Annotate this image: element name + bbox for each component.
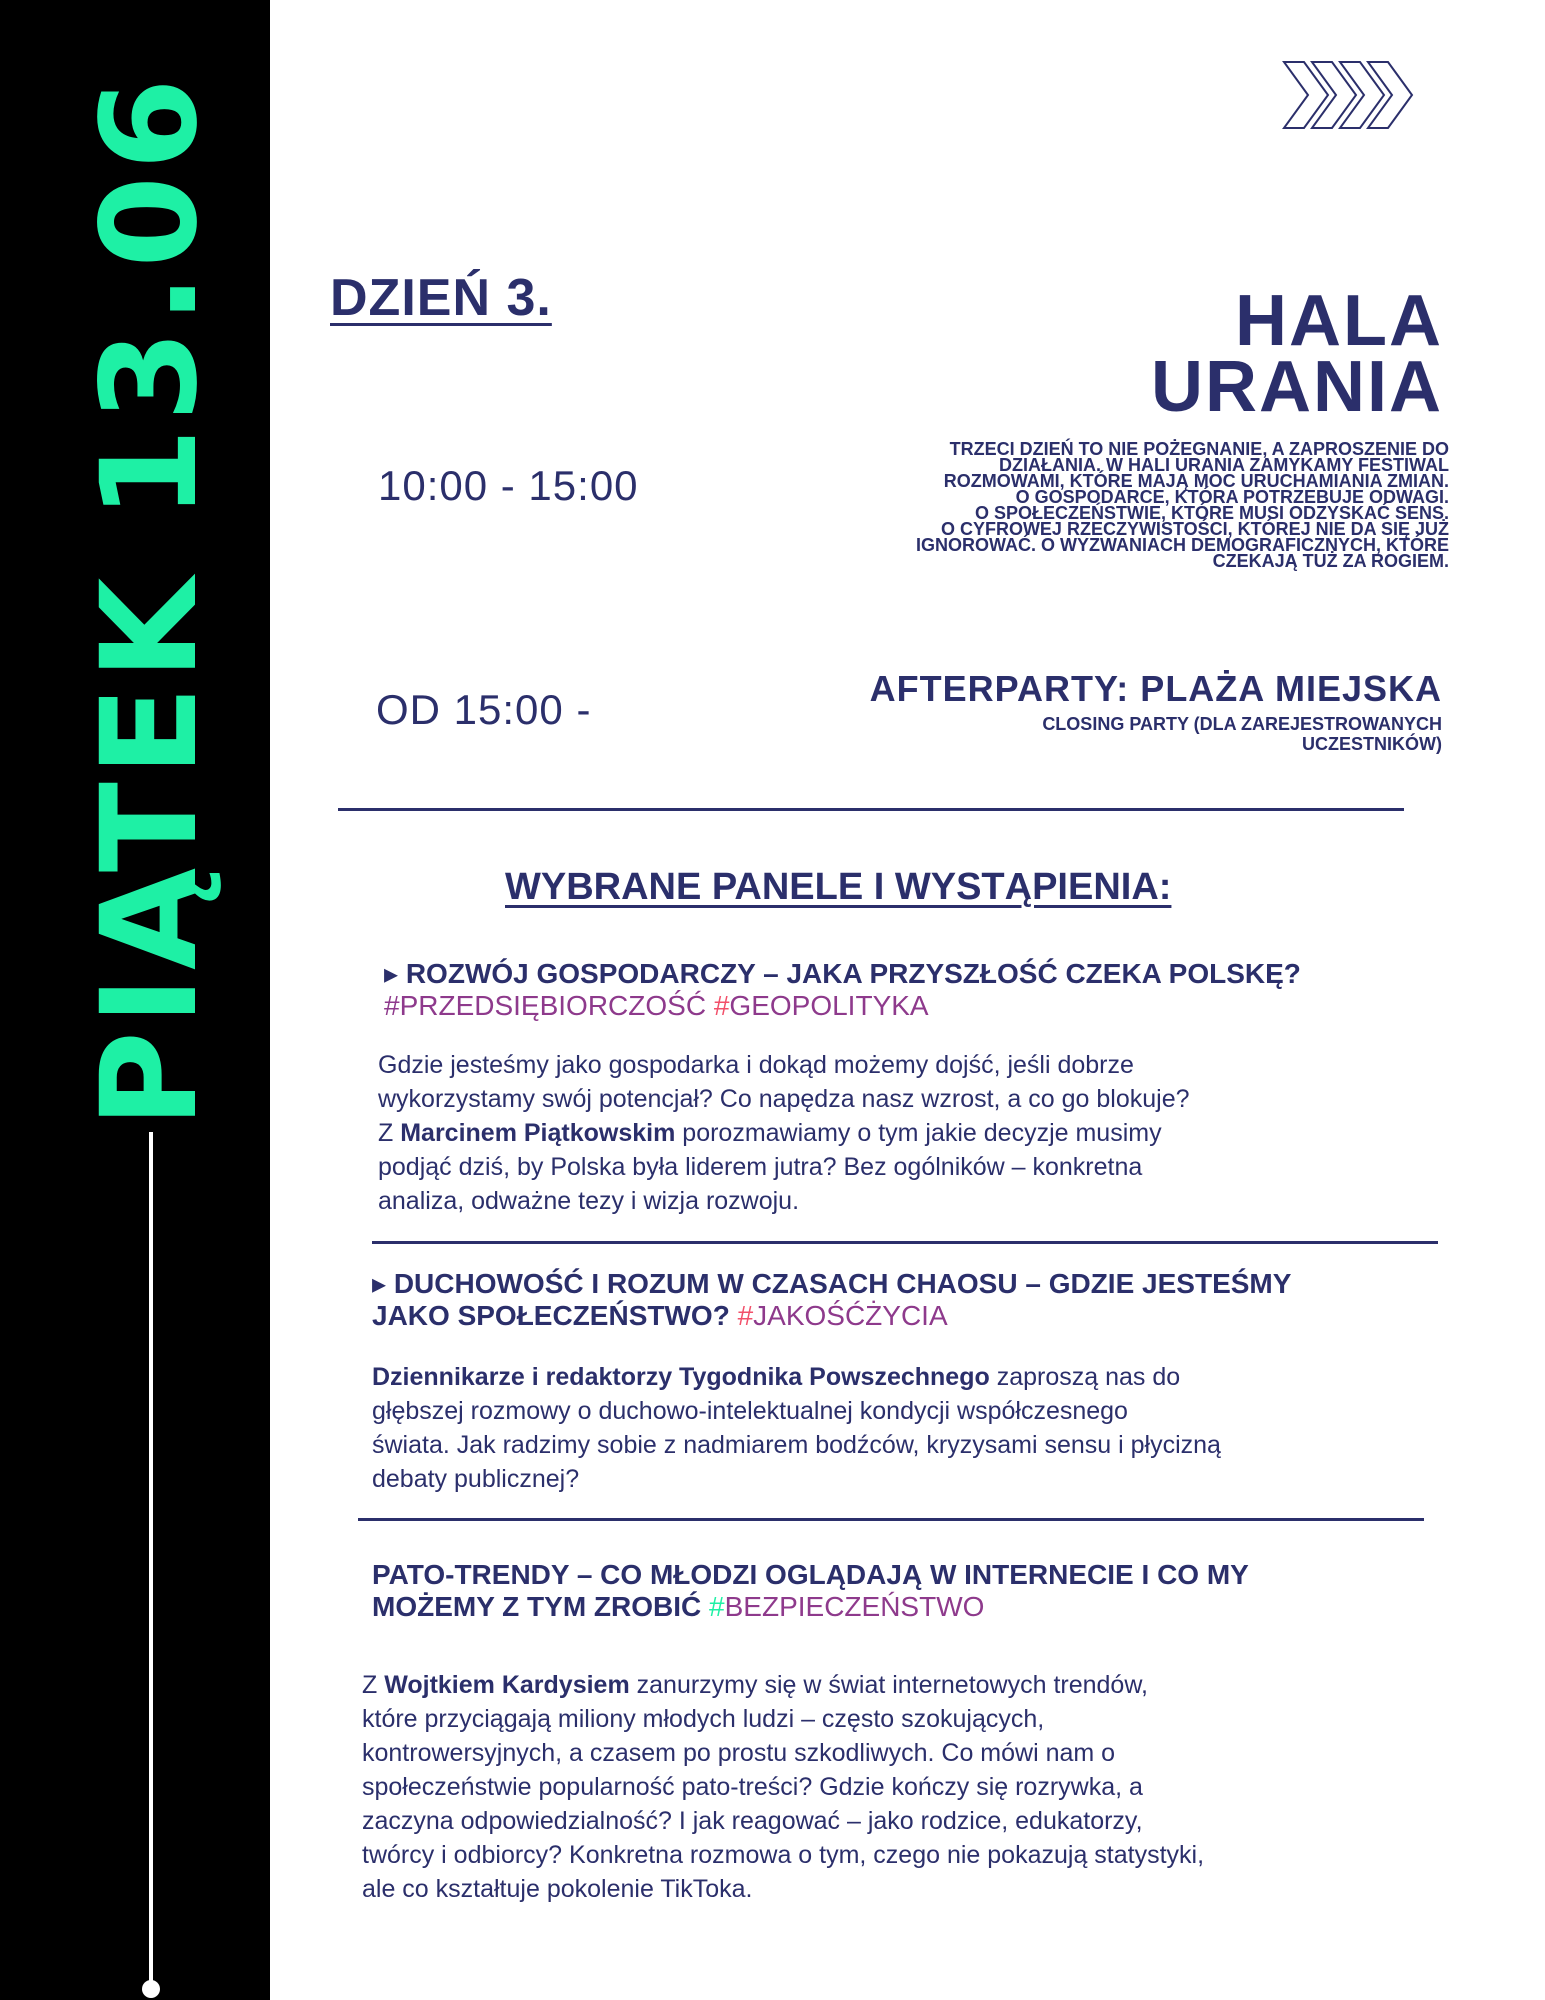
venue-title <box>1043 281 1443 427</box>
panel <box>372 1268 1452 1332</box>
intro-line: O GOSPODARCE, KTÓRA POTRZEBUJE ODWAGI. <box>1015 487 1449 507</box>
timeline-dot <box>142 1980 160 1998</box>
text-fragment: Z <box>362 1671 385 1699</box>
description-line: wykorzystamy swój potencjał? Co napędza nasz wzrost, a co go blokuje? <box>378 1085 1190 1113</box>
hashtag-symbol: # <box>384 990 400 1021</box>
afterparty-time: OD 15:00 - <box>376 686 592 733</box>
title-text: JAKO SPOŁECZEŃSTWO? <box>372 1300 738 1331</box>
chevrons-right-icon <box>1282 60 1422 130</box>
panel-title <box>372 1300 1452 1332</box>
afterparty-title: AFTERPARTY: PLAŻA MIEJSKA <box>869 668 1442 709</box>
session-time: 10:00 - 15:00 <box>378 462 639 509</box>
description-line: społeczeństwie popularność pato-treści? Gdzie kończy się rozrywka, a <box>362 1773 1143 1801</box>
panel-tags <box>384 990 1444 1022</box>
description-line <box>378 1116 1438 1150</box>
date-title: PIĄTEK 13.06 <box>73 72 227 1128</box>
hashtag-symbol: # <box>709 1591 725 1622</box>
speaker-name: Dziennikarze i redaktorzy Tygodnika Powszechnego <box>372 1363 990 1391</box>
hashtag-symbol: # <box>737 1300 754 1331</box>
description-line: świata. Jak radzimy sobie z nadmiarem bodźców, kryzysami sensu i płycizną <box>372 1431 1221 1459</box>
intro-line: O CYFROWEJ RZECZYWISTOŚCI, KTÓREJ NIE DA SIĘ JUŻ <box>940 519 1449 539</box>
intro-line: ROZMOWAMI, KTÓRE MAJĄ MOC URUCHAMIANIA ZMIAN. <box>943 471 1449 491</box>
title-text: MOŻEMY Z TYM ZROBIĆ <box>372 1591 710 1622</box>
text-fragment: zaproszą nas do <box>989 1363 1181 1391</box>
description-line <box>372 1360 1452 1394</box>
hashtag-text: GEOPOLITYKA <box>729 990 929 1021</box>
intro-text <box>769 441 1449 569</box>
speaker-name: Marcinem Piątkowskim <box>400 1119 676 1147</box>
panel-divider <box>358 1518 1424 1521</box>
description-line: ale co kształtuje pokolenie TikToka. <box>362 1875 753 1903</box>
day-title: DZIEŃ 3. <box>330 269 552 327</box>
panel-title: PATO-TRENDY – CO MŁODZI OGLĄDAJĄ W INTERNECIE I CO MY <box>372 1559 1249 1590</box>
intro-line: TRZECI DZIEŃ TO NIE POŻEGNANIE, A ZAPROSZENIE DO <box>949 439 1449 459</box>
afterparty-subtitle-line: CLOSING PARTY (DLA ZAREJESTROWANYCH <box>1042 714 1442 734</box>
description-line: zaczyna odpowiedzialność? I jak reagować – jako rodzice, edukatorzy, <box>362 1807 1143 1835</box>
speaker-name: Wojtkiem Kardysiem <box>384 1671 630 1699</box>
section-divider <box>338 808 1404 811</box>
text-fragment: zanurzymy się w świat internetowych trendów, <box>629 1671 1148 1699</box>
timeline-line <box>149 1132 153 1987</box>
panel-description <box>372 1360 1452 1496</box>
text-fragment: porozmawiamy o tym jakie decyzje musimy <box>675 1119 1162 1147</box>
panels-heading: WYBRANE PANELE I WYSTĄPIENIA: <box>505 866 1172 908</box>
afterparty-subtitle-line: UCZESTNIKÓW) <box>1302 734 1442 754</box>
description-line: głębszej rozmowy o duchowo-intelektualnej kondycji współczesnego <box>372 1397 1128 1425</box>
venue-line: HALA <box>1235 281 1443 361</box>
panel <box>372 1559 1452 1623</box>
panel-description <box>378 1048 1438 1218</box>
description-line: kontrowersyjnych, a czasem po prostu szkodliwych. Co mówi nam o <box>362 1739 1116 1767</box>
panel-divider <box>372 1241 1438 1244</box>
text-fragment: Z <box>378 1119 401 1147</box>
panel-title <box>372 1591 1452 1623</box>
sidebar <box>0 0 270 2000</box>
description-line: które przyciągają miliony młodych ludzi – często szokujących, <box>362 1705 1045 1733</box>
description-line: analiza, odważne tezy i wizja rozwoju. <box>378 1187 800 1215</box>
panel <box>384 958 1444 1022</box>
description-line: debaty publicznej? <box>372 1465 580 1493</box>
description-line: twórcy i odbiorcy? Konkretna rozmowa o tym, czego nie pokazują statystyki, <box>362 1841 1205 1869</box>
venue-line: URANIA <box>1151 347 1443 427</box>
hashtag-text: PRZEDSIĘBIORCZOŚĆ <box>399 990 707 1021</box>
panel-description <box>362 1668 1452 1906</box>
intro-line: IGNOROWAĆ. O WYZWANIACH DEMOGRAFICZNYCH, KTÓRE <box>916 535 1449 555</box>
description-line <box>362 1668 1452 1702</box>
description-line: Gdzie jesteśmy jako gospodarka i dokąd możemy dojść, jeśli dobrze <box>378 1051 1134 1079</box>
intro-line: O SPOŁECZEŃSTWIE, KTÓRE MUSI ODZYSKAĆ SENS. <box>974 503 1449 523</box>
hashtag-text: BEZPIECZEŃSTWO <box>724 1591 985 1622</box>
intro-line: DZIAŁANIA. W HALI URANIA ZAMYKAMY FESTIWAL <box>999 455 1449 475</box>
description-line: podjąć dziś, by Polska była liderem jutra? Bez ogólników – konkretna <box>378 1153 1143 1181</box>
hashtag-text: JAKOŚĆŻYCIA <box>753 1300 948 1331</box>
intro-line: CZEKAJĄ TUŻ ZA ROGIEM. <box>1212 551 1449 571</box>
hashtag-symbol: # <box>713 990 730 1021</box>
panel-title: ▸ ROZWÓJ GOSPODARCZY – JAKA PRZYSZŁOŚĆ CZEKA POLSKĘ? <box>384 958 1301 989</box>
afterparty-subtitle <box>922 714 1442 754</box>
panel-title: ▸ DUCHOWOŚĆ I ROZUM W CZASACH CHAOSU – GDZIE JESTEŚMY <box>372 1268 1292 1299</box>
